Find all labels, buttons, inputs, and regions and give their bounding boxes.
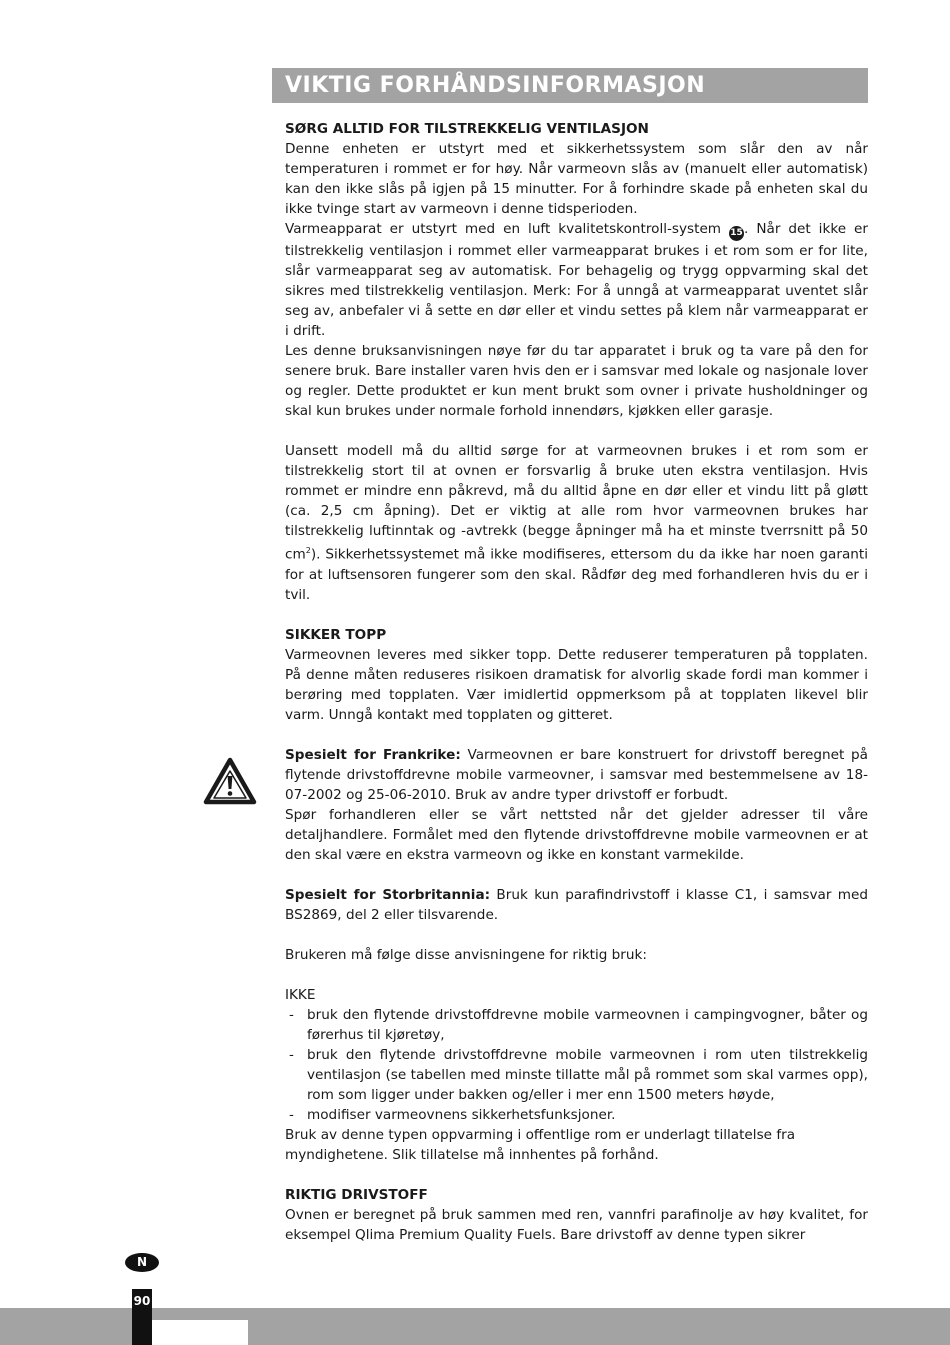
list-item: - bruk den flytende drivstoffdrevne mobile varmeovnen i campingvogner, båter og førerhus til kjøretøy, [289,1006,868,1043]
usage-continuation: Bruk av denne typen oppvarming i offentlige rom er underlagt tillatelse fra myndighetene. Slik tillatelse må innhentes på forhånd. [285,1126,796,1163]
warning-triangle-icon [203,757,257,805]
ventilation-paragraph-4: Uansett modell må du alltid sørge for at varmeovnen brukes i et rom som er tilstrekkelig stort til at ovnen er forsvarlig å bruke uten ekstra ventilasjon. Hvis rommet er mindre enn påkrevd, må du alltid åpne en dør eller et vindu litt på gløtt (ca. 2,5 cm åpning). Det er viktig at alle rom hvor varmeovnen brukes har tilstrekkelig luftinntak og -avtrekk (begge åpninger må ha et minste tverrsnitt på 50 $cm^2$). Sikkerhetssystemet må ikke modifiseres, ettersom du da ikke har noen garanti for at luftsensoren fungerer som den skal. Rådfør deg med forhandleren hvis du er i tvil. [285,443,868,603]
france-paragraph: Spesielt for Frankrike: Varmeovnen er bare konstruert for drivstoff beregnet på flytende drivstoffdrevne mobile varmeovner, i samsvar med bestemmelsene av 18-07-2002 og 25-06-2010. Bruk av andre typer drivstoff er forbudt. [285,746,868,803]
france-label: Spesielt for Frankrike: [285,746,461,763]
page-number: 90 [132,1289,152,1345]
page-title: VIKTIG FORHÅNDSINFORMASJON [285,73,706,98]
uk-paragraph: Spesielt for Storbritannia: Bruk kun parafindrivstoff i klasse C1, i samsvar med BS2869, del 2 eller tilsvarende. [285,886,868,923]
section-heading-fuel: RIKTIG DRIVSTOFF [285,1186,428,1203]
france-paragraph-2: Spør forhandleren eller se vårt nettsted når det gjelder adresser til våre detaljhandlere. Formålet med den flytende drivstoffdrevne mobile varmeovnen er at den skal være en ekstra varmeovn og ikke en konstant varmekilde. [285,806,868,863]
usage-intro: Brukeren må følge disse anvisningene for riktig bruk: [285,946,647,963]
ventilation-paragraph-2: Varmeapparat er utstyrt med en luft kvalitetskontroll-system 15. Når det ikke er tilstrekkelig ventilasjon i rommet eller varmeapparat brukes i et rom som er for lite, slår varmeapparat seg av automatisk. For behagelig og trygg oppvarming skal det sikres med tilstrekkelig ventilasjon. Merk: For å unngå at varmeapparat uventet slår seg av, anbefaler vi å sette en dør eller et vindu settes på klem når varmeapparat er i drift. [285,221,869,339]
reference-number-badge: 15 [729,226,744,241]
safe-top-paragraph: Varmeovnen leveres med sikker topp. Dette reduserer temperaturen på topplaten. På denne måten reduseres risikoen dramatisk for alvorlig skade fordi man kommer i berøring med topplaten. Vær imidlertid oppmerksom på at topplaten likevel blir varm. Unngå kontakt med topplaten og gitteret. [285,646,868,723]
usage-do-not: IKKE [285,986,316,1003]
section-heading-ventilation: SØRG ALLTID FOR TILSTREKKELIG VENTILASJON [285,121,649,137]
list-item: - bruk den flytende drivstoffdrevne mobile varmeovnen i rom uten tilstrekkelig ventilasjon (se tabellen med minste tillatte mål på rommet som skal varmes opp), rom som ligger under bakken og/eller i mer enn 1500 meters høyde, [289,1046,868,1103]
fuel-paragraph: Ovnen er beregnet på bruk sammen med ren, vannfri parafinolje av høy kvalitet, for eksempel Qlima Premium Quality Fuels. Bare drivstoff av denne typen sikrer [285,1206,868,1243]
main-content [285,119,868,1245]
section-heading-safe-top: SIKKER TOPP [285,626,387,643]
page-title-banner [272,68,868,103]
language-badge: N [125,1253,159,1272]
list-item: - modifiser varmeovnens sikkerhetsfunksjoner. [289,1106,616,1123]
ventilation-paragraph-1: Denne enheten er utstyrt med et sikkerhetssystem som slår den av når temperaturen i rommet er for høy. Når varmeovn slås av (manuelt eller automatisk) kan den ikke slås på igjen på 15 minutter. For å forhindre skade på enheten skal du ikke tvinge start av varmeovn i denne tidsperioden. [285,141,868,217]
superscript: 2 [305,546,311,555]
uk-label: Spesielt for Storbritannia: [285,886,491,903]
ventilation-paragraph-3: Les denne bruksanvisningen nøye før du tar apparatet i bruk og ta vare på den for senere bruk. Bare installer varen hvis den er i samsvar med lokale og nasjonale lover og regler. Dette produktet er kun ment brukt som ovner i private husholdninger og skal kun brukes under normale forhold innendørs, kjøkken eller garasje. [285,343,868,419]
footer-white-block [152,1320,248,1345]
usage-list [285,1005,868,1125]
